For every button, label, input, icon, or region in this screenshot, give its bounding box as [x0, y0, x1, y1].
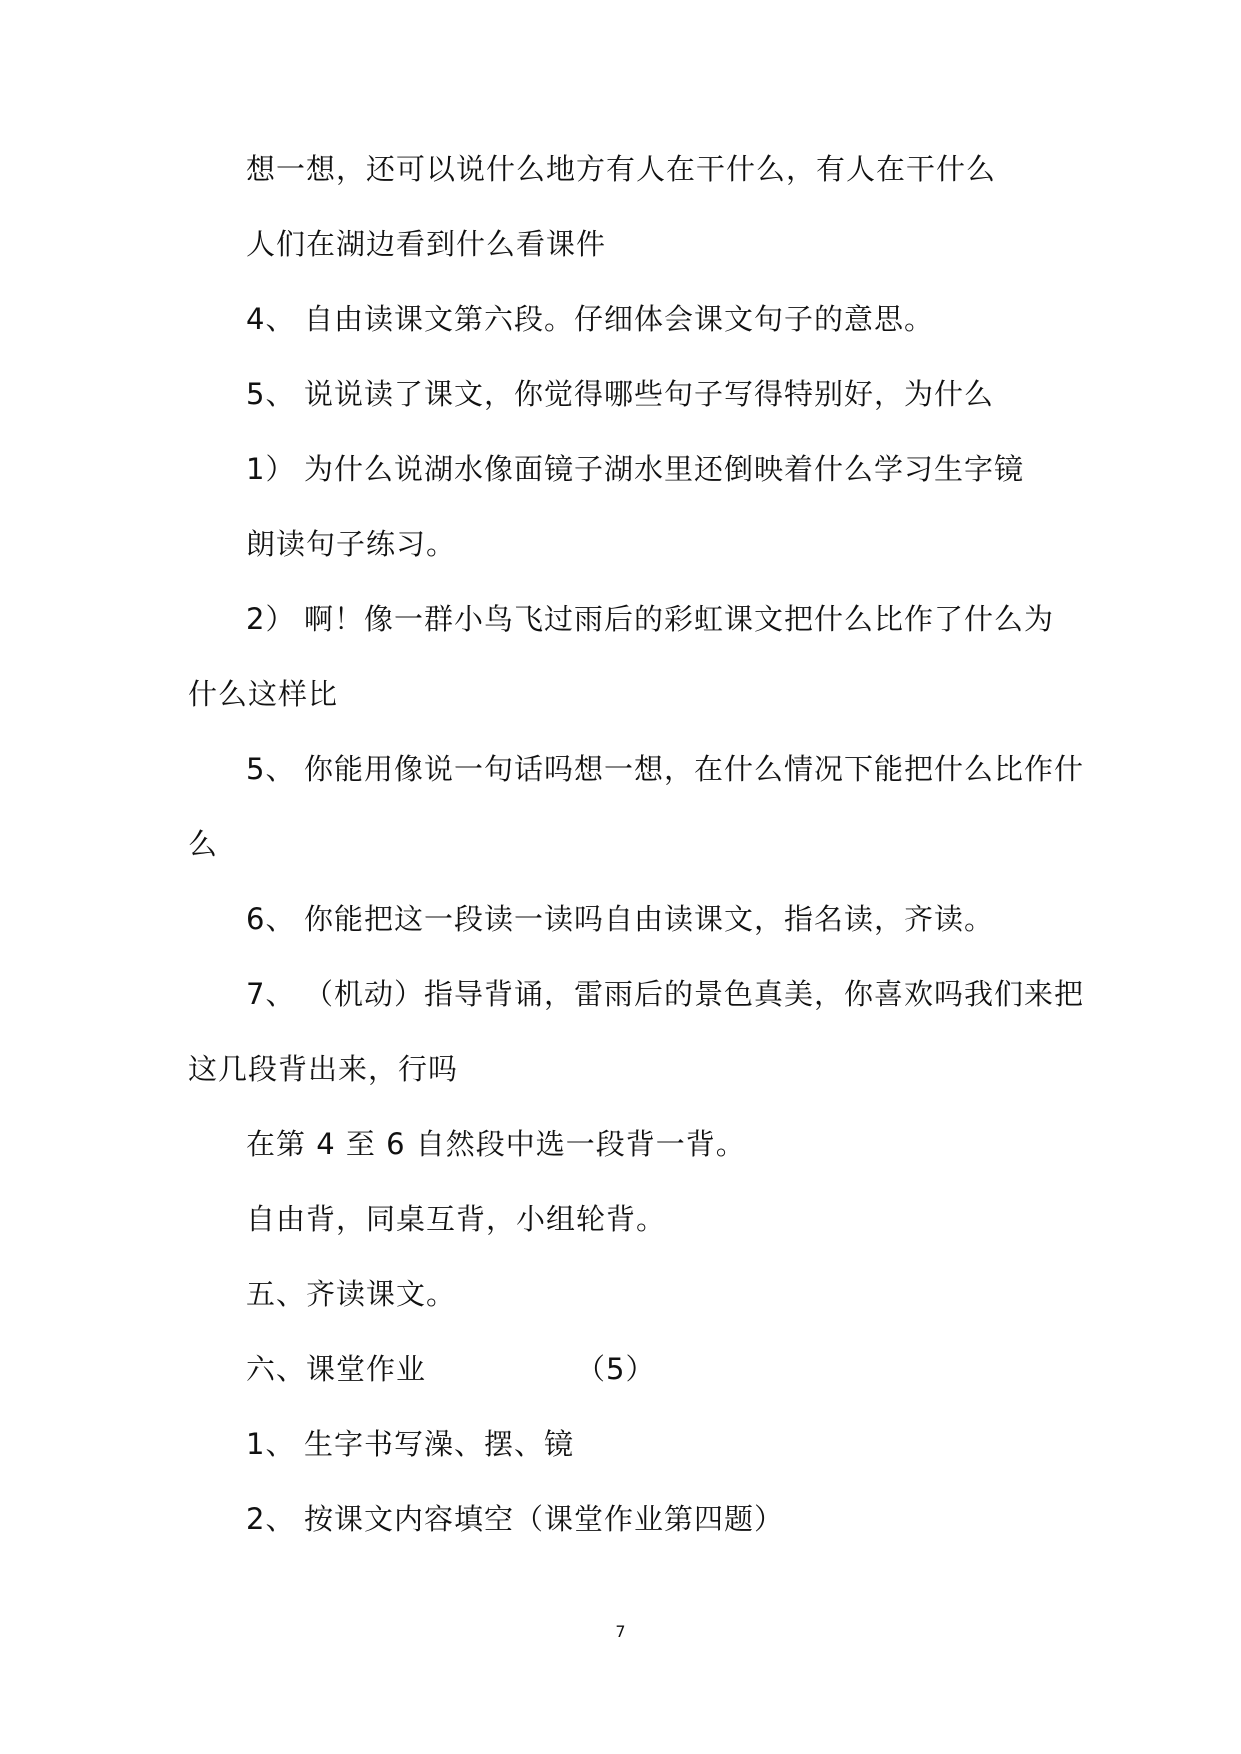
line-5-number: 1） [246, 452, 296, 486]
line-4-text: 说说读了课文，你觉得哪些句子写得特别好，为什么 [304, 377, 995, 411]
text-line-2 [246, 224, 606, 264]
text-line-8 [188, 674, 338, 714]
line-10-text: 么 [188, 827, 219, 861]
line-18-number: 1、 [246, 1427, 296, 1461]
line-2-text: 人们在湖边看到什么看课件 [246, 227, 607, 261]
line-4-number: 5、 [246, 377, 296, 411]
text-line-15 [246, 1199, 666, 1239]
line-17-text: 六、课堂作业 [246, 1352, 427, 1386]
line-9-number: 5、 [246, 752, 296, 786]
text-line-18 [246, 1424, 574, 1464]
text-line-11 [246, 899, 994, 939]
line-11-number: 6、 [246, 902, 296, 936]
line-9-text: 你能用像说一句话吗想一想，在什么情况下能把什么比作什 [304, 752, 1085, 786]
line-5-text: 为什么说湖水像面镜子湖水里还倒映着什么学习生字镜 [304, 452, 1025, 486]
text-line-13 [188, 1049, 458, 1089]
line-11-text: 你能把这一段读一读吗自由读课文，指名读，齐读。 [304, 902, 995, 936]
text-line-10 [188, 824, 218, 864]
line-1-text: 想一想，还可以说什么地方有人在干什么，有人在干什么 [246, 152, 997, 186]
line-17-extra: （5） [576, 1352, 656, 1386]
line-3-number: 4、 [246, 302, 296, 336]
line-7-text: 啊！像一群小鸟飞过雨后的彩虹课文把什么比作了什么为 [304, 602, 1055, 636]
page-number: 7 [615, 1622, 626, 1641]
line-3-text: 自由读课文第六段。仔细体会课文句子的意思。 [304, 302, 935, 336]
line-15-text: 自由背，同桌互背，小组轮背。 [246, 1202, 667, 1236]
line-7-number: 2） [246, 602, 296, 636]
line-13-text: 这几段背出来，行吗 [188, 1052, 459, 1086]
text-line-19 [246, 1499, 784, 1539]
text-line-3 [246, 299, 934, 339]
text-line-12 [246, 974, 1084, 1014]
line-14-text: 在第 4 至 6 自然段中选一段背一背。 [246, 1127, 746, 1161]
text-line-5 [246, 449, 1024, 489]
text-line-6 [246, 524, 456, 564]
line-19-number: 2、 [246, 1502, 296, 1536]
text-line-17 [246, 1349, 655, 1389]
text-line-16 [246, 1274, 456, 1314]
line-18-text: 生字书写澡、摆、镜 [304, 1427, 575, 1461]
text-line-14 [246, 1124, 746, 1164]
line-19-text: 按课文内容填空（课堂作业第四题） [304, 1502, 785, 1536]
line-8-text: 什么这样比 [188, 677, 339, 711]
text-line-9 [246, 749, 1084, 789]
line-6-text: 朗读句子练习。 [246, 527, 457, 561]
line-12-number: 7、 [246, 977, 296, 1011]
text-line-7 [246, 599, 1054, 639]
line-16-text: 五、齐读课文。 [246, 1277, 457, 1311]
text-line-1 [246, 149, 996, 189]
text-line-4 [246, 374, 994, 414]
line-12-text: （机动）指导背诵，雷雨后的景色真美，你喜欢吗我们来把 [304, 977, 1085, 1011]
